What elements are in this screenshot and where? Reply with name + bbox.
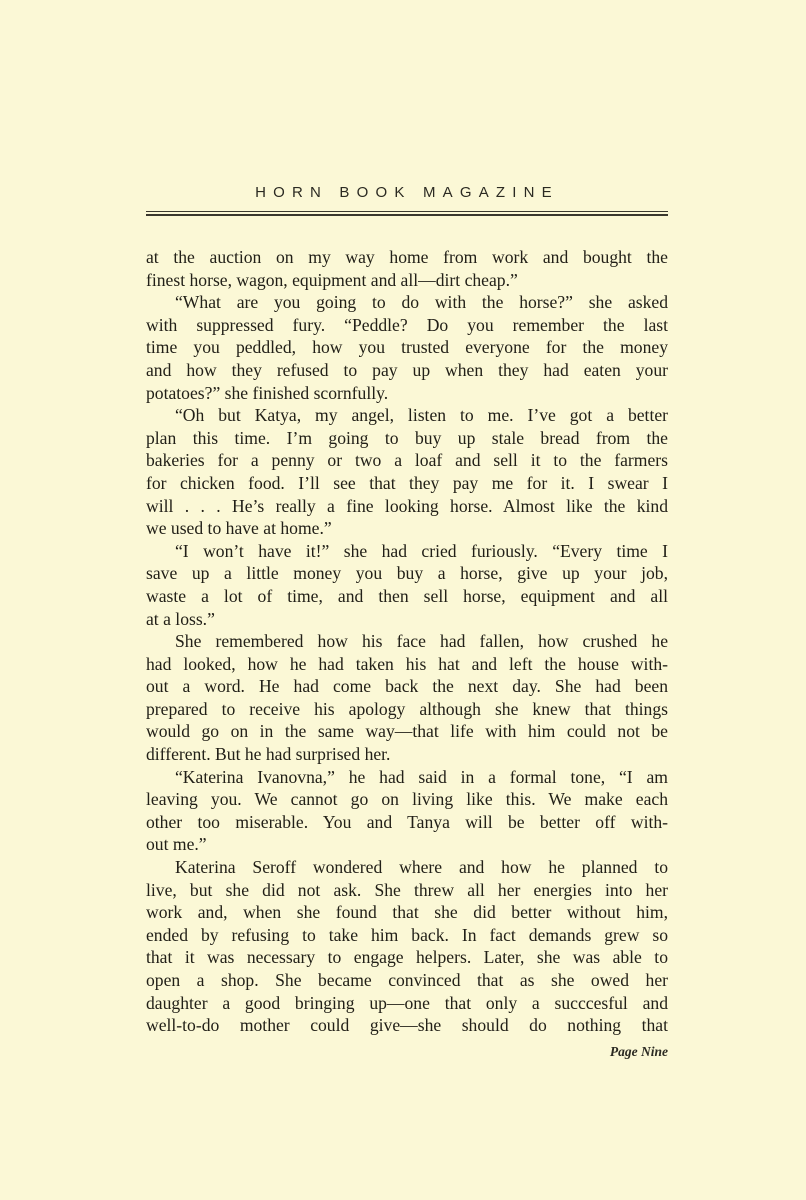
body-text [146, 246, 668, 1037]
running-header: HORN BOOK MAGAZINE [255, 184, 559, 201]
text-line: finest horse, wagon, equipment and all—dirt cheap.” [146, 269, 518, 290]
text-line: and how they refused to pay up when they had eaten your [146, 359, 668, 380]
text-line: plan this time. I’m going to buy up stale bread from the [146, 427, 668, 448]
text-line: out a word. He had come back the next day. She had been [146, 676, 668, 697]
text-line: open a shop. She became convinced that as she owed her [146, 970, 668, 990]
text-line: daughter a good bringing up—one that only a succcesful and [146, 992, 668, 1013]
text-line: “I won’t have it!” she had cried furiously. “Every time I [175, 540, 668, 561]
text-line: save up a little money you buy a horse, give up your job, [146, 563, 668, 584]
text-line: She remembered how his face had fallen, how crushed he [175, 631, 668, 652]
text-line: live, but she did not ask. She threw all her energies into her [146, 879, 668, 900]
text-line: bakeries for a penny or two a loaf and sell it to the farmers [146, 450, 668, 471]
text-line: ended by refusing to take him back. In fact demands grew so [146, 924, 668, 945]
text-line: well-to-do mother could give—she should do nothing that [146, 1015, 668, 1036]
text-line: leaving you. We cannot go on living like this. We make each [146, 789, 668, 810]
text-line: “What are you going to do with the horse?” she asked [175, 292, 668, 313]
text-line: that it was necessary to engage helpers. Later, she was able to [146, 947, 668, 968]
text-line: potatoes?” she finished scornfully. [146, 382, 389, 403]
text-line: at the auction on my way home from work and bought the [146, 247, 668, 267]
text-line: “Oh but Katya, my angel, listen to me. I’ve got a better [175, 405, 668, 426]
text-line: Katerina Seroff wondered where and how he planned to [175, 857, 668, 878]
text-line: we used to have at home.” [146, 518, 332, 539]
header-rule-thin [146, 211, 668, 212]
text-line: time you peddled, how you trusted everyone for the money [146, 337, 668, 358]
text-line: different. But he had surprised her. [146, 744, 391, 765]
text-line: would go on in the same way—that life with him could not be [146, 721, 668, 742]
page-number: Page Nine [609, 1044, 668, 1059]
text-line: “Katerina Ivanovna,” he had said in a formal tone, “I am [175, 766, 668, 787]
text-line: waste a lot of time, and then sell horse, equipment and all [146, 585, 668, 606]
text-line: had looked, how he had taken his hat and left the house with- [146, 653, 668, 674]
text-line: prepared to receive his apology although she knew that things [146, 698, 668, 719]
text-line: with suppressed fury. “Peddle? Do you remember the last [146, 314, 668, 335]
text-line: for chicken food. I’ll see that they pay me for it. I swear I [146, 472, 668, 493]
text-line: out me.” [146, 834, 207, 855]
header-rule-thick [146, 214, 668, 216]
text-line: at a loss.” [146, 608, 215, 629]
text-line: will . . . He’s really a fine looking horse. Almost like the kind [146, 495, 668, 516]
text-line: other too miserable. You and Tanya will be better off with- [146, 811, 668, 832]
text-line: work and, when she found that she did better without him, [146, 902, 668, 923]
